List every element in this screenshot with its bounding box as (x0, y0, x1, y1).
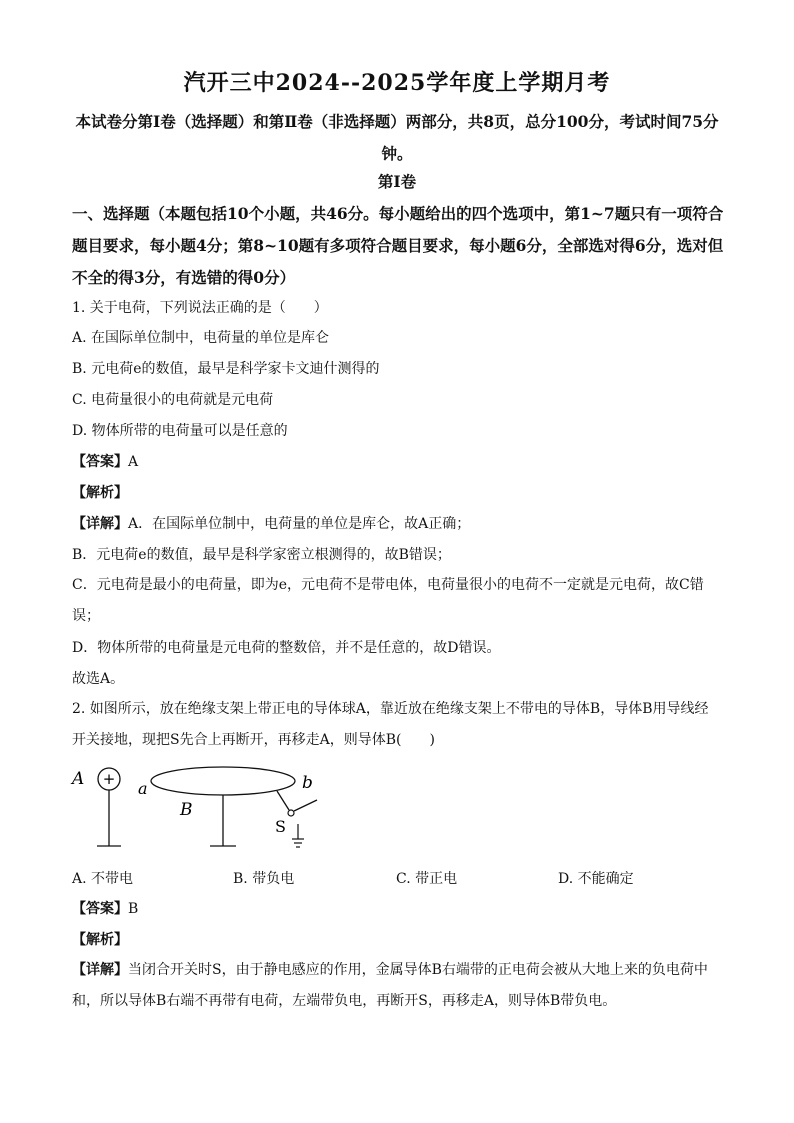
section-title: 第Ⅰ卷 (377, 172, 417, 191)
answer-tag: 【答案】 (72, 454, 128, 470)
q2-stem: 2. 如图所示，放在绝缘支架上带正电的导体球A，靠近放在绝缘支架上不带电的导体B，导体B用导线经开关接地，现把S先合上再断开，再移走A，则导体B( ) (72, 701, 709, 748)
q1-option-d: D. 物体所带的电荷量可以是任意的 (72, 423, 288, 439)
switch-lever (294, 800, 317, 811)
q1-answer (72, 452, 138, 472)
q2-option-b: B. 带负电 (233, 871, 295, 887)
q1-detail-c: C．元电荷是最小的电荷量，即为e，元电荷不是带电体，电荷量很小的电荷不一定就是元电荷，故C错误； (72, 577, 704, 624)
answer-tag: 【答案】 (72, 901, 128, 917)
q1-stem: 1. 关于电荷，下列说法正确的是（ ） (72, 300, 328, 316)
q1-detail-a (72, 514, 470, 534)
q1-analysis-tag: 【解析】 (72, 485, 128, 501)
label-A: A (72, 769, 85, 789)
exam-title: 汽开三中2024--2025学年度上学期月考 (183, 70, 611, 96)
part1-heading: 一、选择题（本题包括10个小题，共46分。每小题给出的四个选项中，第1~7题只有一项符合题目要求，每小题4分；第8~10题有多项符合题目要求，每小题6分，全部选对得6分，选对但不全的得3分，有选错的得0分） (72, 204, 724, 287)
q1-option-c: C. 电荷量很小的电荷就是元电荷 (72, 392, 274, 408)
q2-option-c: C. 带正电 (396, 871, 458, 887)
label-S: S (275, 817, 286, 836)
label-b: b (302, 773, 313, 793)
detail-tag: 【详解】 (72, 516, 128, 532)
label-B: B (180, 800, 193, 820)
q1-option-b: B. 元电荷e的数值，最早是科学家卡文迪什测得的 (72, 361, 380, 377)
q2-analysis-tag: 【解析】 (72, 932, 128, 948)
answer-value: A (128, 454, 139, 470)
q2-detail (72, 955, 720, 1017)
conductor-B (151, 767, 295, 795)
q1-detail-d: D．物体所带的电荷量是元电荷的整数倍，并不是任意的，故D错误。 (72, 640, 501, 656)
label-a: a (138, 779, 148, 798)
switch-pivot (288, 810, 294, 816)
exam-intro: 本试卷分第Ⅰ卷（选择题）和第Ⅱ卷（非选择题）两部分，共8页，总分100分，考试时间75分钟。 (75, 112, 719, 163)
detail-tag: 【详解】 (72, 962, 128, 978)
q2-option-d: D. 不能确定 (558, 871, 634, 887)
q2-answer (72, 899, 138, 919)
detail-text: A．在国际单位制中，电荷量的单位是库仑，故A正确； (128, 516, 471, 532)
answer-value: B (128, 901, 139, 917)
plus-sign: + (102, 770, 116, 788)
detail-text: 当闭合开关时S，由于静电感应的作用，金属导体B右端带的正电荷会被从大地上来的负电荷中和，所以导体B右端不再带有电荷，左端带负电，再断开S，再移走A，则导体B带负电。 (72, 962, 708, 1009)
q1-option-a: A. 在国际单位制中，电荷量的单位是库仑 (72, 330, 330, 346)
wire (277, 791, 289, 810)
q1-detail-b: B．元电荷e的数值，最早是科学家密立根测得的，故B错误； (72, 547, 451, 563)
q1-conclusion: 故选A。 (72, 671, 125, 687)
q2-option-a: A. 不带电 (72, 871, 134, 887)
q2-diagram (70, 762, 330, 862)
